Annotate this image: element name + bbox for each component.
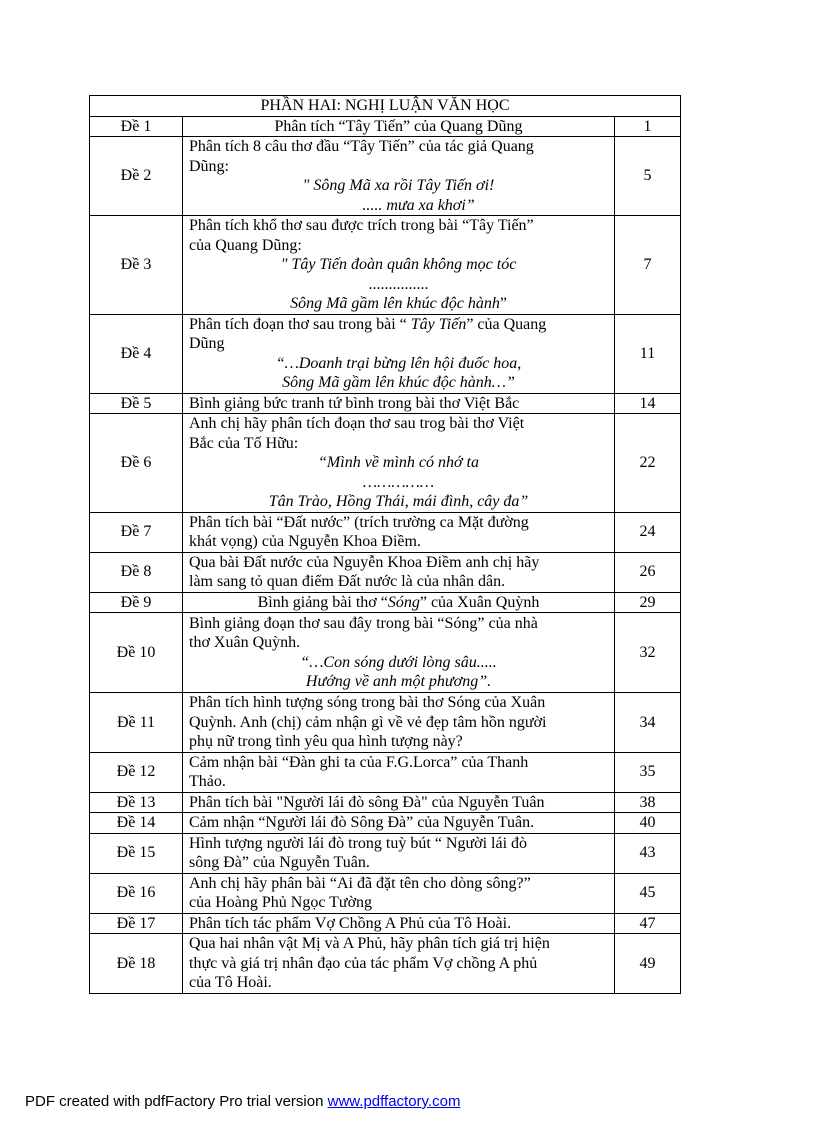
topic-number: Đề 17 bbox=[90, 913, 183, 934]
text-segment: ” của Xuân Quỳnh bbox=[419, 593, 540, 611]
topic-description bbox=[183, 833, 615, 873]
topic-number: Đề 12 bbox=[90, 752, 183, 792]
text-line bbox=[189, 732, 608, 752]
topic-number: Đề 4 bbox=[90, 314, 183, 393]
topic-number: Đề 5 bbox=[90, 393, 183, 414]
topic-description bbox=[183, 873, 615, 913]
quoted-verse: “…Doanh trại bừng lên hội đuốc hoa, bbox=[275, 354, 522, 372]
text-segment: Dũng bbox=[189, 335, 225, 352]
table-row bbox=[90, 913, 681, 934]
table-row bbox=[90, 414, 681, 513]
text-line bbox=[189, 434, 608, 454]
quoted-verse: " Tây Tiến đoàn quân không mọc tóc bbox=[280, 256, 517, 273]
page-number: 22 bbox=[615, 414, 681, 513]
text-segment: của Hoàng Phủ Ngọc Tường bbox=[189, 894, 373, 911]
text-line bbox=[189, 693, 608, 713]
topic-description bbox=[183, 813, 615, 834]
text-line bbox=[189, 614, 608, 634]
text-segment: Bình giảng bài thơ “ bbox=[257, 593, 388, 611]
text-segment: Phân tích đoạn thơ sau trong bài “ bbox=[189, 315, 411, 333]
text-segment: Phân tích “Tây Tiến” của Quang Dũng bbox=[274, 117, 523, 135]
text-line bbox=[189, 275, 608, 295]
text-segment: ” bbox=[499, 295, 507, 312]
table-row bbox=[90, 592, 681, 613]
text-line bbox=[189, 954, 608, 974]
text-line bbox=[189, 874, 608, 894]
pdffactory-link[interactable]: www.pdffactory.com bbox=[327, 1093, 461, 1110]
text-segment: Qua hai nhân vật Mị và A Phủ, hãy phân tích giá trị hiện bbox=[189, 935, 550, 953]
topic-number: Đề 6 bbox=[90, 414, 183, 513]
topic-description bbox=[183, 116, 615, 137]
text-segment: Phân tích tác phẩm Vợ Chồng A Phủ của Tô Hoài. bbox=[189, 914, 512, 932]
text-line bbox=[189, 572, 608, 592]
page-number: 5 bbox=[615, 137, 681, 216]
text-segment: Bắc của Tố Hữu: bbox=[189, 434, 299, 452]
topic-description bbox=[183, 414, 615, 513]
page-number: 43 bbox=[615, 833, 681, 873]
table-row bbox=[90, 813, 681, 834]
topic-description bbox=[183, 693, 615, 753]
text-line bbox=[189, 914, 608, 934]
quoted-verse: Hướng về anh một phương”. bbox=[305, 673, 492, 690]
quoted-verse: Tân Trào, Hồng Thái, mái đình, cây đa” bbox=[268, 493, 529, 510]
table-row bbox=[90, 314, 681, 393]
topic-number: Đề 3 bbox=[90, 216, 183, 315]
text-segment: Phân tích bài "Người lái đò sông Đà" của Nguyễn Tuân bbox=[189, 793, 545, 811]
table-row bbox=[90, 393, 681, 414]
quoted-verse: Sông Mã gầm lên khúc độc hành…” bbox=[282, 374, 515, 391]
topic-number: Đề 18 bbox=[90, 934, 183, 994]
text-line bbox=[189, 513, 608, 533]
text-line bbox=[189, 893, 608, 913]
pdf-footer bbox=[25, 1093, 460, 1110]
text-segment: thơ Xuân Quỳnh. bbox=[189, 634, 301, 651]
section-title: PHẦN HAI: NGHỊ LUẬN VĂN HỌC bbox=[90, 96, 681, 117]
text-line bbox=[189, 853, 608, 873]
text-line bbox=[189, 236, 608, 256]
text-line bbox=[189, 813, 608, 833]
text-segment: làm sang tỏ quan điểm Đất nước là của nhân dân. bbox=[189, 573, 506, 590]
topic-description bbox=[183, 613, 615, 693]
table-of-contents bbox=[89, 95, 681, 994]
page-number: 34 bbox=[615, 693, 681, 753]
table-row bbox=[90, 792, 681, 813]
page-number: 32 bbox=[615, 613, 681, 693]
text-line bbox=[189, 672, 608, 692]
text-segment: Phân tích bài “Đất nước” (trích trường ca Mặt đường bbox=[189, 513, 529, 531]
table-header-row bbox=[90, 96, 681, 117]
table-row bbox=[90, 752, 681, 792]
text-line bbox=[189, 216, 608, 236]
topic-description bbox=[183, 552, 615, 592]
text-segment: sông Đà” của Nguyễn Tuân. bbox=[189, 854, 370, 871]
text-segment: Bình giảng đoạn thơ sau đây trong bài “Sóng” của nhà bbox=[189, 614, 538, 632]
text-line bbox=[189, 176, 608, 196]
topic-description bbox=[183, 752, 615, 792]
text-line bbox=[189, 354, 608, 374]
text-segment: Bình giảng bức tranh tứ bình trong bài thơ Việt Bắc bbox=[189, 394, 520, 412]
text-line bbox=[189, 473, 608, 493]
text-line bbox=[189, 653, 608, 673]
quoted-verse: ..... mưa xa khơi” bbox=[322, 196, 475, 214]
text-segment: Hình tượng người lái đò trong tuỳ bút “ Người lái đò bbox=[189, 834, 528, 852]
text-segment: Cảm nhận “Người lái đò Sông Đà” của Nguyễn Tuân. bbox=[189, 814, 535, 831]
text-line bbox=[189, 532, 608, 552]
text-line bbox=[189, 394, 608, 414]
table-row bbox=[90, 137, 681, 216]
topic-number: Đề 13 bbox=[90, 792, 183, 813]
table-row bbox=[90, 216, 681, 315]
page-number: 47 bbox=[615, 913, 681, 934]
page-number: 29 bbox=[615, 592, 681, 613]
topic-number: Đề 11 bbox=[90, 693, 183, 753]
text-segment: Phân tích hình tượng sóng trong bài thơ Sóng của Xuân bbox=[189, 694, 546, 711]
page-number: 45 bbox=[615, 873, 681, 913]
topic-description bbox=[183, 913, 615, 934]
text-segment: ............... bbox=[368, 275, 429, 293]
text-segment: Cảm nhận bài “Đàn ghi ta của F.G.Lorca” của Thanh bbox=[189, 753, 529, 771]
text-line bbox=[189, 633, 608, 653]
topic-number: Đề 1 bbox=[90, 116, 183, 137]
page-number: 14 bbox=[615, 393, 681, 414]
table-row bbox=[90, 833, 681, 873]
text-segment: Anh chị hãy phân tích đoạn thơ sau trog bài thơ Việt bbox=[189, 415, 525, 432]
text-segment: thực và giá trị nhân đạo của tác phẩm Vợ chồng A phủ bbox=[189, 954, 538, 972]
text-line bbox=[189, 593, 608, 613]
text-line bbox=[189, 196, 608, 216]
text-segment: Phân tích khổ thơ sau được trích trong bài “Tây Tiến” bbox=[189, 217, 534, 234]
text-line bbox=[189, 793, 608, 813]
text-line bbox=[189, 453, 608, 473]
page-number: 40 bbox=[615, 813, 681, 834]
text-line bbox=[189, 553, 608, 573]
quoted-verse: " Sông Mã xa rồi Tây Tiến ơi! bbox=[302, 177, 495, 194]
text-line bbox=[189, 973, 608, 993]
text-line bbox=[189, 315, 608, 335]
page-number: 11 bbox=[615, 314, 681, 393]
table-row bbox=[90, 873, 681, 913]
text-line bbox=[189, 117, 608, 137]
footer-text: PDF created with pdfFactory Pro trial version bbox=[25, 1093, 328, 1110]
quoted-verse: Sông Mã gầm lên khúc độc hành bbox=[290, 295, 500, 312]
text-segment: khát vọng) của Nguyễn Khoa Điềm. bbox=[189, 533, 421, 550]
text-segment: Phân tích 8 câu thơ đầu “Tây Tiến” của tác giả Quang bbox=[189, 138, 534, 155]
text-line bbox=[189, 373, 608, 393]
text-line bbox=[189, 834, 608, 854]
text-line bbox=[189, 294, 608, 314]
quoted-verse: Sóng bbox=[387, 593, 420, 611]
quoted-verse: “…Con sóng dưới lòng sâu..... bbox=[300, 653, 497, 671]
table-row bbox=[90, 934, 681, 994]
text-segment: của Quang Dũng: bbox=[189, 236, 302, 254]
topic-number: Đề 8 bbox=[90, 552, 183, 592]
text-line bbox=[189, 713, 608, 733]
topic-number: Đề 7 bbox=[90, 512, 183, 552]
text-line bbox=[189, 772, 608, 792]
page-number: 35 bbox=[615, 752, 681, 792]
topic-description bbox=[183, 314, 615, 393]
page-number: 1 bbox=[615, 116, 681, 137]
text-line bbox=[189, 934, 608, 954]
text-line bbox=[189, 157, 608, 177]
page-number: 49 bbox=[615, 934, 681, 994]
quoted-verse: …………… bbox=[362, 473, 435, 491]
text-segment: Thảo. bbox=[189, 773, 226, 790]
text-line bbox=[189, 753, 608, 773]
topic-number: Đề 2 bbox=[90, 137, 183, 216]
topic-description bbox=[183, 393, 615, 414]
text-line bbox=[189, 334, 608, 354]
quoted-verse: Tây Tiến bbox=[410, 315, 467, 333]
text-line bbox=[189, 137, 608, 157]
table-row bbox=[90, 116, 681, 137]
topic-description bbox=[183, 216, 615, 315]
text-segment: ” của Quang bbox=[466, 315, 547, 333]
text-segment: Dũng: bbox=[189, 157, 229, 175]
page-number: 7 bbox=[615, 216, 681, 315]
topic-number: Đề 15 bbox=[90, 833, 183, 873]
topic-description bbox=[183, 512, 615, 552]
topic-description bbox=[183, 792, 615, 813]
page-number: 26 bbox=[615, 552, 681, 592]
topic-number: Đề 10 bbox=[90, 613, 183, 693]
topic-number: Đề 16 bbox=[90, 873, 183, 913]
topic-number: Đề 9 bbox=[90, 592, 183, 613]
table-row bbox=[90, 613, 681, 693]
text-line bbox=[189, 492, 608, 512]
topic-description bbox=[183, 137, 615, 216]
topic-description bbox=[183, 592, 615, 613]
text-line bbox=[189, 255, 608, 275]
text-segment: Qua bài Đất nước của Nguyễn Khoa Điềm anh chị hãy bbox=[189, 553, 540, 571]
text-line bbox=[189, 414, 608, 434]
quoted-verse: “Mình về mình có nhớ ta bbox=[318, 454, 479, 471]
text-segment: của Tô Hoài. bbox=[189, 974, 272, 992]
text-segment: Anh chị hãy phân bài “Ai đã đặt tên cho dòng sông?” bbox=[189, 874, 531, 892]
table-row bbox=[90, 512, 681, 552]
text-segment: phụ nữ trong tình yêu qua hình tượng này? bbox=[189, 733, 463, 750]
page-number: 38 bbox=[615, 792, 681, 813]
topic-number: Đề 14 bbox=[90, 813, 183, 834]
text-segment: Quỳnh. Anh (chị) cảm nhận gì về vẻ đẹp tâm hồn người bbox=[189, 713, 547, 731]
topic-description bbox=[183, 934, 615, 994]
table-row bbox=[90, 552, 681, 592]
table-row bbox=[90, 693, 681, 753]
page-number: 24 bbox=[615, 512, 681, 552]
